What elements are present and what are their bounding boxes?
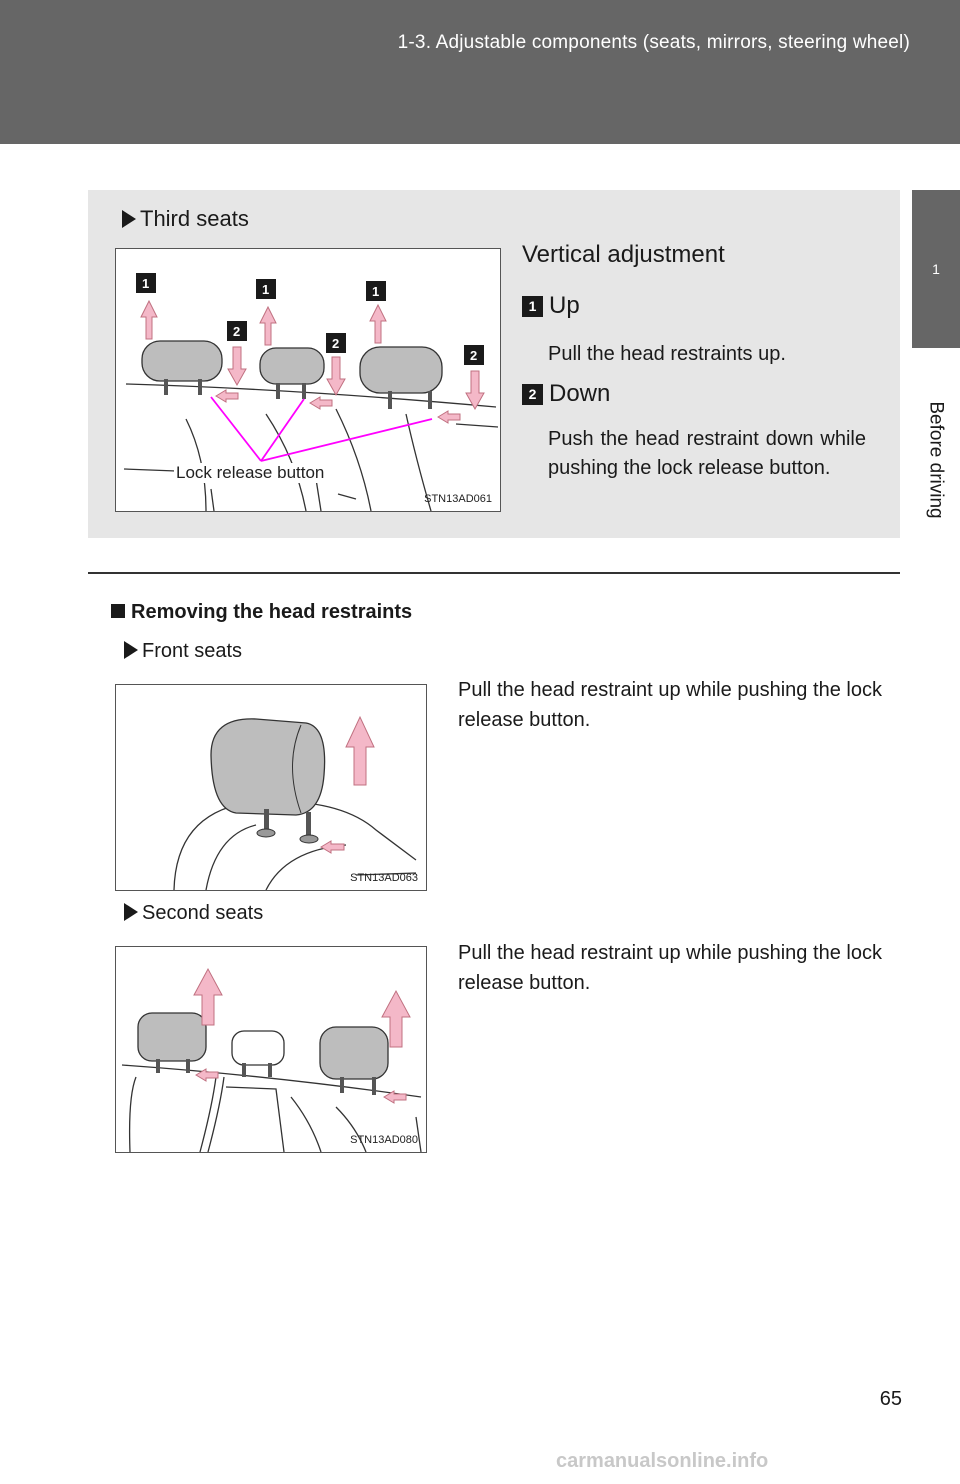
front-seat-illustration [116, 685, 426, 890]
svg-text:1: 1 [142, 276, 150, 291]
figure-code: STN13AD063 [350, 872, 418, 884]
page-number: 65 [879, 1388, 902, 1410]
figure-code: STN13AD080 [350, 1134, 418, 1146]
vertical-adjustment-heading: Vertical adjustment [522, 241, 725, 268]
triangle-bullet-icon [124, 641, 138, 659]
step-down-description: Push the head restraint down while pushing the lock release button. [548, 428, 866, 479]
step-number-badge: 2 [522, 384, 543, 405]
watermark: carmanualsonline.info [556, 1450, 769, 1472]
triangle-bullet-icon [122, 210, 136, 228]
lock-release-label: Lock release button [176, 463, 325, 482]
page-header [0, 0, 960, 144]
second-seats-heading: Second seats [124, 902, 263, 925]
step-number-badge: 1 [522, 296, 543, 317]
chapter-title: 1-3. Adjustable components (seats, mirrors, steering wheel) [397, 32, 910, 53]
third-seats-figure [115, 248, 501, 512]
chapter-tab [912, 190, 960, 348]
third-seats-heading: Third seats [122, 206, 249, 232]
square-bullet-icon [111, 604, 125, 618]
second-seats-instruction: Pull the head restraint up while pushing the lock release button. [458, 942, 882, 994]
step-up-description: Pull the head restraints up. [548, 343, 786, 365]
section-divider [88, 572, 900, 574]
step-title: Down [549, 380, 611, 407]
second-seats-figure [115, 946, 427, 1153]
chapter-number: 1 [932, 261, 940, 277]
svg-text:1: 1 [262, 282, 270, 297]
removing-heading: Removing the head restraints [111, 601, 412, 624]
second-seat-illustration [116, 947, 426, 1152]
step-up [522, 292, 580, 320]
svg-text:2: 2 [470, 348, 478, 363]
front-seats-instruction: Pull the head restraint up while pushing the lock release button. [458, 679, 882, 731]
figure-code: STN13AD061 [424, 493, 492, 505]
svg-text:1: 1 [372, 284, 380, 299]
step-down [522, 380, 610, 408]
step-title: Up [549, 292, 580, 319]
triangle-bullet-icon [124, 903, 138, 921]
chapter-label: Before driving [926, 401, 948, 519]
svg-text:2: 2 [332, 336, 340, 351]
front-seats-heading: Front seats [124, 640, 242, 663]
front-seats-figure [115, 684, 427, 891]
svg-text:2: 2 [233, 324, 241, 339]
